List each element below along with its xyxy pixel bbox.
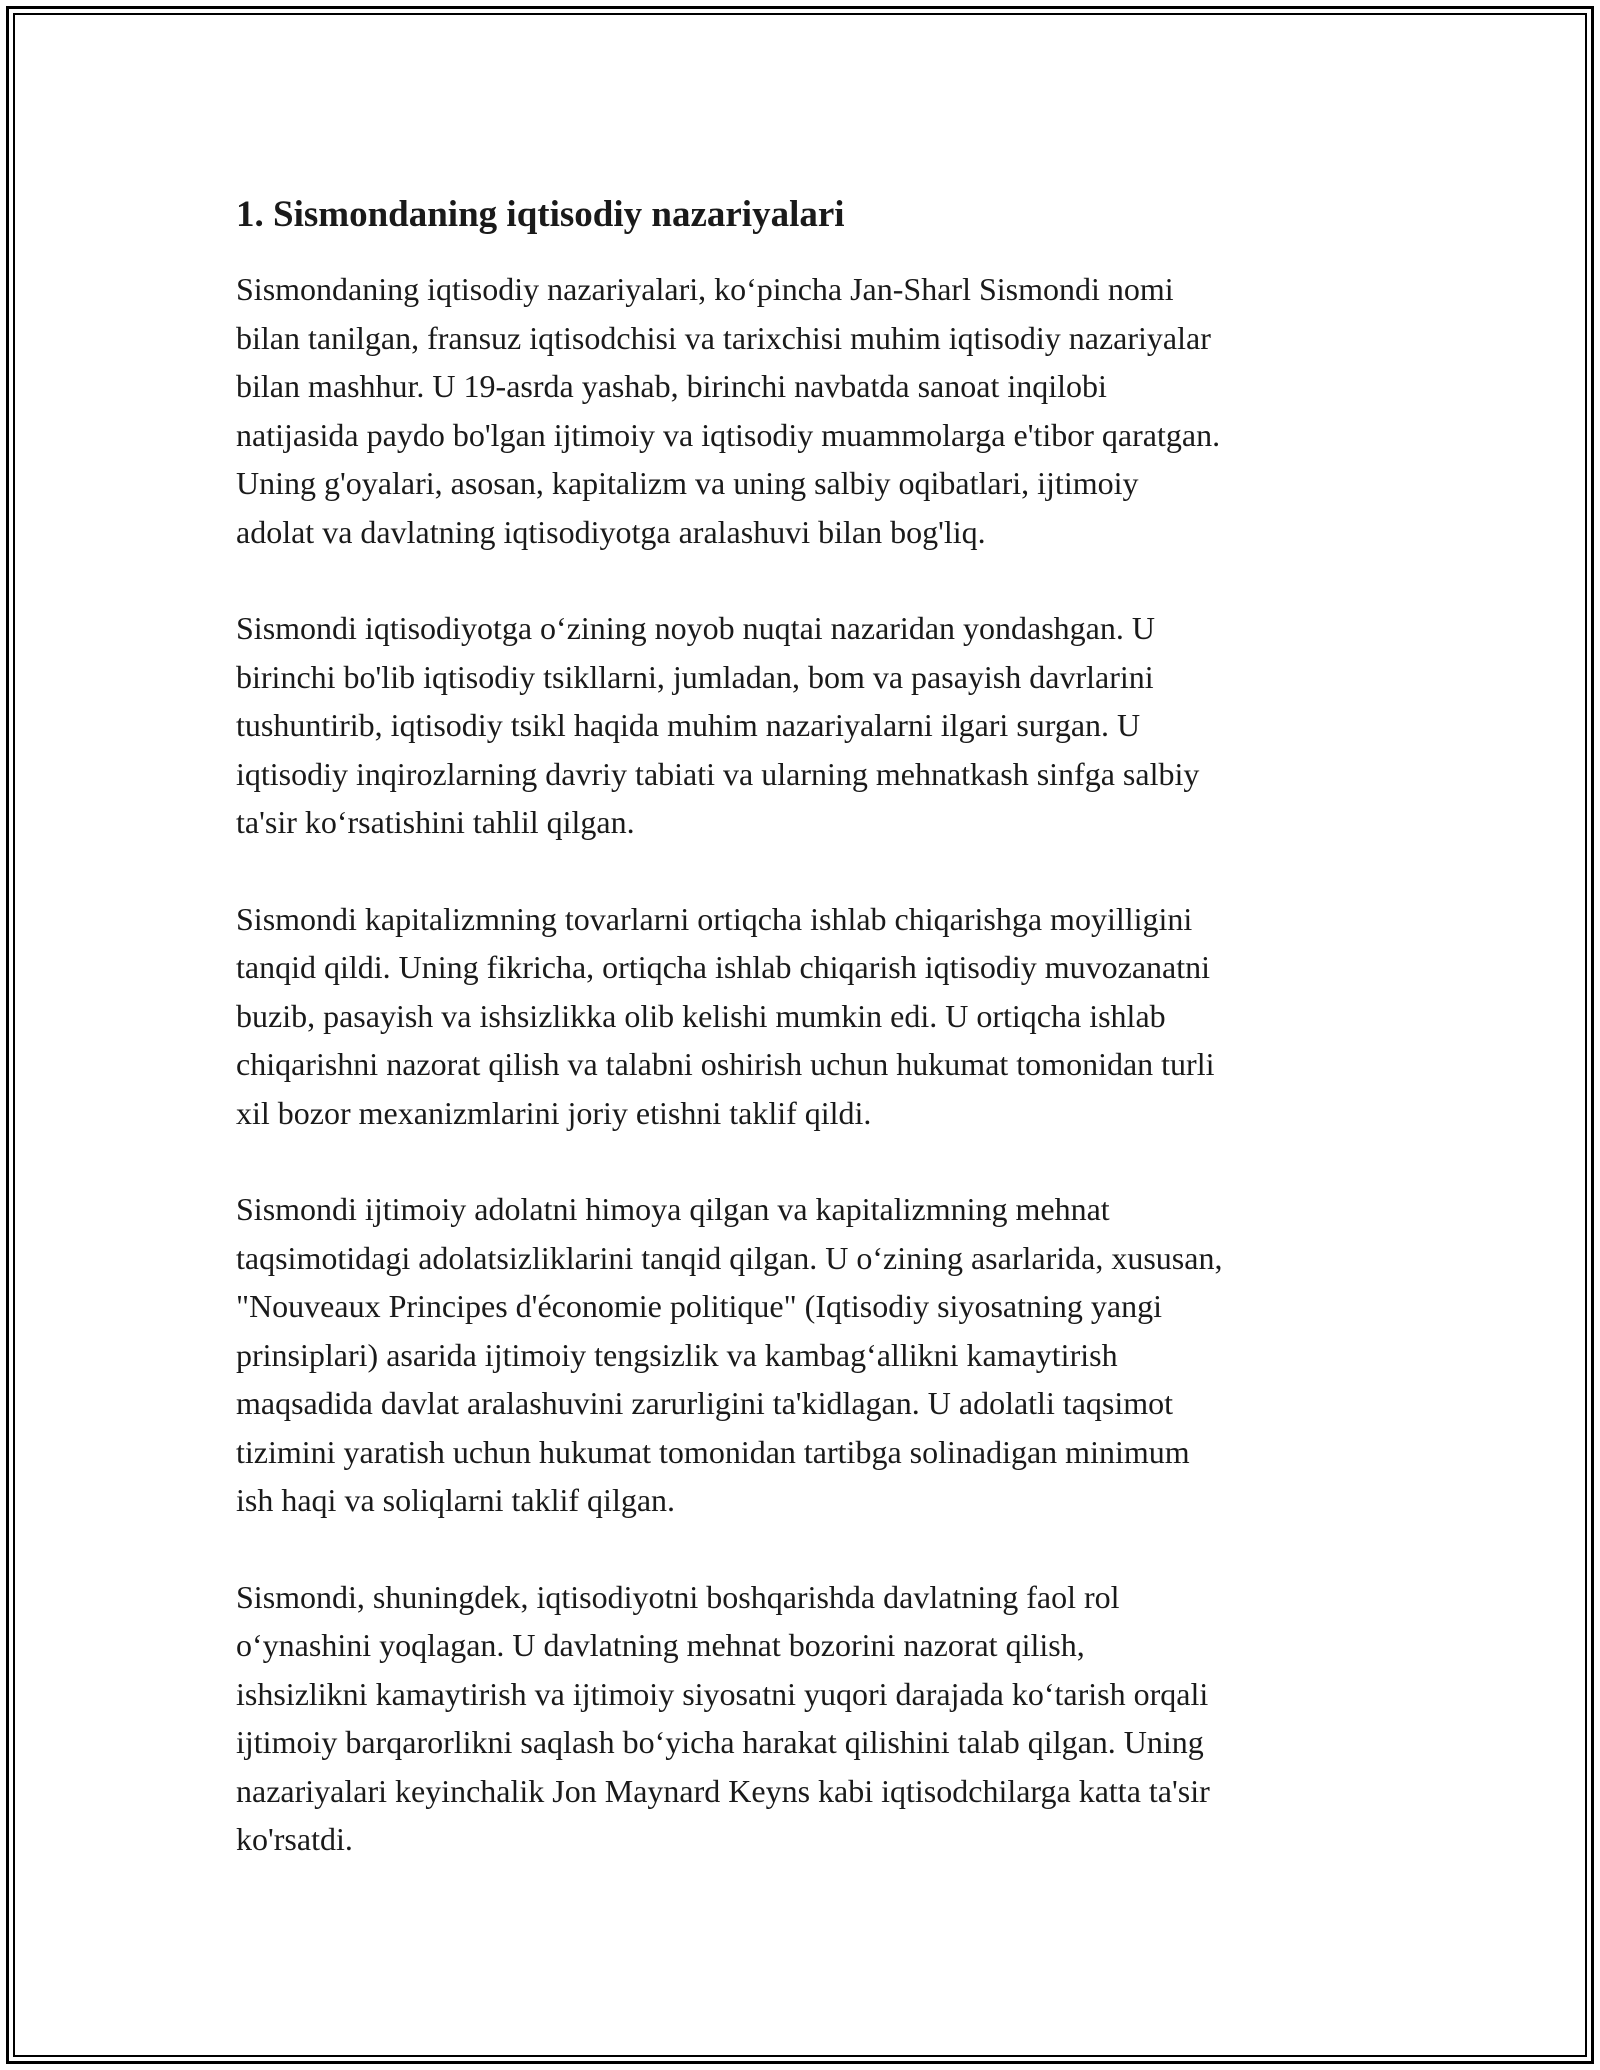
paragraph-line: maqsadida davlat aralashuvini zarurligini ta'kidlagan. U adolatli taqsimot xyxy=(236,1385,1174,1421)
paragraph-line: natijasida paydo bo'lgan ijtimoiy va iqtisodiy muammolarga e'tibor qaratgan. xyxy=(236,416,1221,453)
paragraph-line: iqtisodiy inqirozlarning davriy tabiati va ularning mehnatkash sinfga salbiy xyxy=(236,755,1200,792)
paragraph-line: buzib, pasayish va ishsizlikka olib kelishi mumkin edi. U ortiqcha ishlab xyxy=(236,997,1166,1034)
paragraph-line: tizimini yaratish uchun hukumat tomonidan tartibga solinadigan minimum xyxy=(236,1433,1190,1470)
paragraph-line: Sismondi kapitalizmning tovarlarni ortiqcha ishlab chiqarishga moyilligini xyxy=(236,900,1193,937)
paragraph-line: ta'sir ko‘rsatishini tahlil qilgan. xyxy=(236,804,635,840)
paragraph-line: chiqarishni nazorat qilish va talabni oshirish uchun hukumat tomonidan turli xyxy=(236,1046,1215,1082)
paragraph-line: tanqid qildi. Uning fikricha, ortiqcha ishlab chiqarish iqtisodiy muvozanatni xyxy=(236,949,1211,985)
paragraph-line: ishsizlikni kamaytirish va ijtimoiy siyosatni yuqori darajada ko‘tarish orqali xyxy=(236,1675,1209,1712)
paragraph-line: adolat va davlatning iqtisodiyotga aralashuvi bilan bog'liq. xyxy=(236,513,986,550)
paragraph-line: ish haqi va soliqlarni taklif qilgan. xyxy=(236,1482,676,1518)
document-body xyxy=(236,185,1376,1864)
paragraph-line: nazariyalari keyinchalik Jon Maynard Keyns kabi iqtisodchilarga katta ta'sir xyxy=(236,1772,1210,1809)
paragraph-line: "Nouveaux Principes d'économie politique" (Iqtisodiy siyosatning yangi xyxy=(236,1288,1162,1324)
paragraph-line: bilan mashhur. U 19-asrda yashab, birinchi navbatda sanoat inqilobi xyxy=(236,368,1107,404)
paragraph-line: Uning g'oyalari, asosan, kapitalizm va uning salbiy oqibatlari, ijtimoiy xyxy=(236,465,1139,501)
paragraph-line: ko'rsatdi. xyxy=(236,1821,353,1857)
paragraph-2 xyxy=(236,604,1376,847)
paragraph-line: birinchi bo'lib iqtisodiy tsikllarni, jumladan, bom va pasayish davrlarini xyxy=(236,658,1154,695)
paragraph-line: xil bozor mexanizmlarini joriy etishni taklif qildi. xyxy=(236,1094,872,1131)
paragraph-3 xyxy=(236,895,1376,1138)
paragraph-line: prinsiplari) asarida ijtimoiy tengsizlik va kambag‘allikni kamaytirish xyxy=(236,1336,1118,1373)
paragraph-line: Sismondi ijtimoiy adolatni himoya qilgan va kapitalizmning mehnat xyxy=(236,1191,1110,1227)
paragraph-1 xyxy=(236,265,1376,556)
paragraph-line: tushuntirib, iqtisodiy tsikl haqida muhim nazariyalarni ilgari surgan. U xyxy=(236,707,1141,743)
paragraph-line: bilan tanilgan, fransuz iqtisodchisi va tarixchisi muhim iqtisodiy nazariyalar xyxy=(236,319,1211,356)
page-title: 1. Sismondaning iqtisodiy nazariyalari xyxy=(236,194,845,235)
paragraph-line: Sismondi, shuningdek, iqtisodiyotni boshqarishda davlatning faol rol xyxy=(236,1578,1120,1615)
paragraph-line: Sismondi iqtisodiyotga o‘zining noyob nuqtai nazaridan yondashgan. U xyxy=(236,610,1155,646)
paragraph-line: Sismondaning iqtisodiy nazariyalari, ko‘pincha Jan-Sharl Sismondi nomi xyxy=(236,271,1174,307)
paragraph-4 xyxy=(236,1185,1376,1525)
paragraph-list xyxy=(236,265,1376,1864)
paragraph-line: ijtimoiy barqarorlikni saqlash bo‘yicha harakat qilishini talab qilgan. Uning xyxy=(236,1724,1204,1760)
paragraph-line: taqsimotidagi adolatsizliklarini tanqid qilgan. U o‘zining asarlarida, xususan, xyxy=(236,1239,1223,1276)
paragraph-5 xyxy=(236,1573,1376,1864)
paragraph-line: o‘ynashini yoqlagan. U davlatning mehnat bozorini nazorat qilish, xyxy=(236,1627,1085,1663)
